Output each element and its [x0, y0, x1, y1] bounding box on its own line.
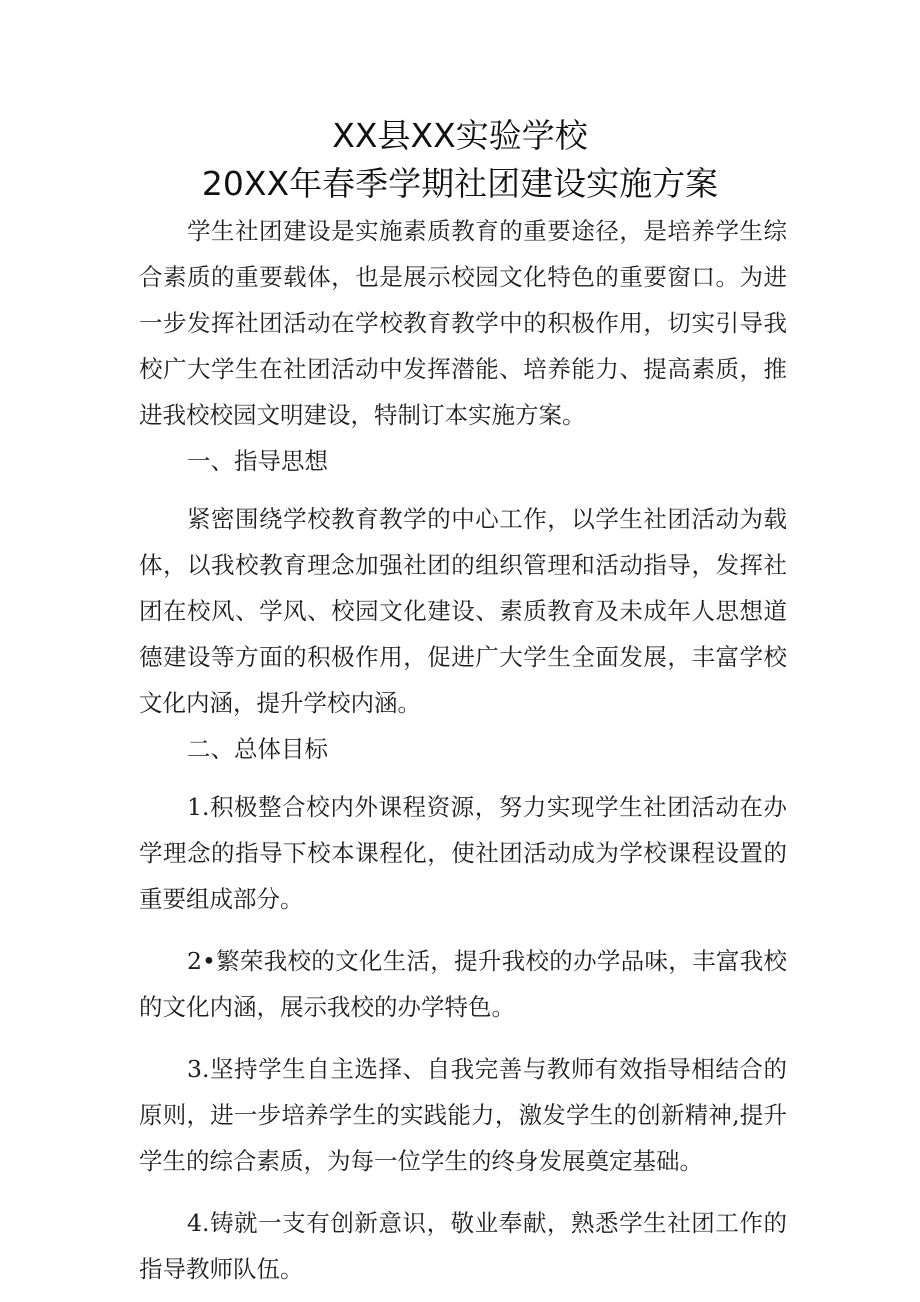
document-body — [139, 208, 787, 1292]
section-heading-overall-goals: 二、总体目标 — [187, 735, 328, 763]
goal-item-2: 2•繁荣我校的文化生活，提升我校的办学品味，丰富我校的文化内涵，展示我校的办学特色。 — [139, 947, 787, 1021]
document-title — [0, 112, 920, 208]
goal-item-1: 1.积极整合校内外课程资源，努力实现学生社团活动在办学理念的指导下校本课程化，使社团活动成为学校课程设置的重要组成部分。 — [139, 793, 787, 913]
goal-item-4: 4.铸就一支有创新意识，敬业奉献，熟悉学生社团工作的指导教师队伍。 — [139, 1209, 787, 1283]
title-line-school: XX县XX实验学校 — [332, 116, 588, 155]
section-heading-guiding-ideology: 一、指导思想 — [187, 447, 328, 475]
goal-item-3: 3.坚持学生自主选择、自我完善与教师有效指导相结合的原则，进一步培养学生的实践能力，激发学生的创新精神,提升学生的综合素质，为每一位学生的终身发展奠定基础。 — [139, 1055, 787, 1175]
guiding-ideology-paragraph: 紧密围绕学校教育教学的中心工作，以学生社团活动为载体，以我校教育理念加强社团的组织管理和活动指导，发挥社团在校风、学风、校园文化建设、素质教育及未成年人思想道德建设等方面的积极作用，促进广大学生全面发展，丰富学校文化内涵，提升学校内涵。 — [139, 505, 787, 717]
intro-paragraph: 学生社团建设是实施素质教育的重要途径，是培养学生综合素质的重要载体，也是展示校园文化特色的重要窗口。为进一步发挥社团活动在学校教育教学中的积极作用，切实引导我校广大学生在社团活动中发挥潜能、培养能力、提高素质，推进我校校园文明建设，特制订本实施方案。 — [139, 217, 787, 429]
title-line-plan: 20XX年春季学期社团建设实施方案 — [201, 164, 719, 203]
